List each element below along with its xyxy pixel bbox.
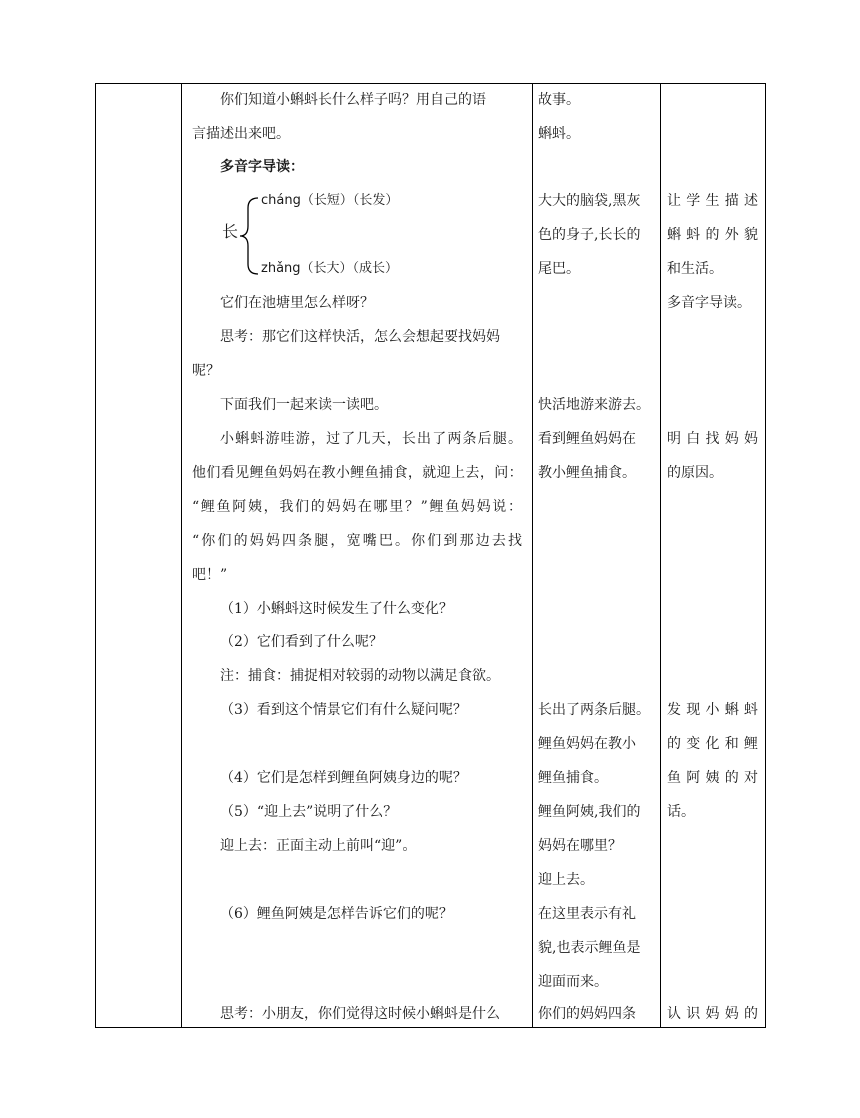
student-text: 故事。 — [538, 92, 580, 108]
table-col-line-5 — [765, 83, 766, 1028]
question-5: （5）“迎上去”说明了什么？ — [220, 804, 398, 820]
student-text: 鲤鱼阿姨,我们的 — [538, 804, 641, 820]
student-text: 迎面而来。 — [538, 974, 608, 990]
polyphone-char: 长 — [222, 222, 239, 241]
student-text: 看到鲤鱼妈妈在 — [538, 431, 636, 447]
student-text: 尾巴。 — [538, 261, 580, 277]
intent-text: 蝌蚪的外貌 — [667, 227, 758, 243]
student-text: 在这里表示有礼 — [538, 906, 636, 922]
lesson-text-line: 呢？ — [192, 363, 220, 379]
note-ying: 迎上去：正面主动上前叫“迎”。 — [220, 838, 417, 854]
intent-text: 让学生描述 — [667, 193, 758, 209]
note-bushi: 注：捕食：捕捉相对较弱的动物以满足食欲。 — [220, 668, 500, 684]
lesson-text-line: 思考：小朋友，你们觉得这时候小蝌蚪是什么 — [220, 1006, 500, 1022]
table-top-border — [95, 83, 766, 84]
passage-line: “你们的妈妈四条腿，宽嘴巴。你们到那边去找 — [192, 533, 522, 549]
student-text: 大大的脑袋,黑灰 — [538, 193, 641, 209]
lesson-text-line: 言描述出来吧。 — [192, 126, 290, 142]
student-text: 貌,也表示鲤鱼是 — [538, 940, 641, 956]
table-col-line-1 — [95, 83, 96, 1028]
question-2: （2）它们看到了什么呢？ — [220, 634, 383, 650]
lesson-text-line: 它们在池塘里怎么样呀？ — [220, 295, 374, 311]
polyphone-reading-chang: cháng（长短）（长发） — [261, 193, 399, 208]
question-4: （4）它们是怎样到鲤鱼阿姨身边的呢？ — [220, 770, 467, 786]
lesson-text-line: 思考：那它们这样快活，怎么会想起要找妈妈 — [220, 329, 500, 345]
student-text: 教小鲤鱼捕食。 — [538, 465, 636, 481]
question-1: （1）小蝌蚪这时候发生了什么变化？ — [220, 601, 453, 617]
intent-text: 和生活。 — [667, 261, 723, 277]
polyphone-reading-zhang: zhǎng（长大）（成长） — [261, 261, 399, 276]
lesson-text-line: 下面我们一起来读一读吧。 — [220, 397, 388, 413]
intent-text: 多音字导读。 — [667, 295, 751, 311]
student-text: 快活地游来游去。 — [538, 397, 650, 413]
lesson-text-line: 你们知道小蝌蚪长什么样子吗？用自己的语 — [220, 92, 486, 108]
student-text: 你们的妈妈四条 — [538, 1006, 636, 1022]
intent-text: 鱼阿姨的对 — [667, 770, 758, 786]
question-6: （6）鲤鱼阿姨是怎样告诉它们的呢？ — [220, 906, 453, 922]
intent-text: 认识妈妈的 — [667, 1006, 758, 1022]
student-text: 色的身子,长长的 — [538, 227, 641, 243]
student-text: 鲤鱼妈妈在教小 — [538, 736, 636, 752]
intent-text: 发现小蝌蚪 — [667, 702, 758, 718]
student-text: 迎上去。 — [538, 872, 594, 888]
intent-text: 的原因。 — [667, 465, 723, 481]
passage-line: 他们看见鲤鱼妈妈在教小鲤鱼捕食，就迎上去，问： — [192, 465, 522, 481]
passage-line: 小蝌蚪游哇游，过了几天，长出了两条后腿。 — [220, 431, 522, 447]
student-text: 妈妈在哪里？ — [538, 838, 622, 854]
student-text: 蝌蚪。 — [538, 126, 580, 142]
student-text: 鲤鱼捕食。 — [538, 770, 608, 786]
brace-icon — [238, 196, 260, 276]
table-col-line-2 — [181, 83, 182, 1028]
intent-text: 明白找妈妈 — [667, 431, 758, 447]
passage-line: 吧！” — [192, 567, 228, 583]
passage-line: “鲤鱼阿姨，我们的妈妈在哪里？”鲤鱼妈妈说： — [192, 499, 522, 515]
table-col-line-3 — [532, 83, 533, 1028]
student-text: 长出了两条后腿。 — [538, 702, 650, 718]
question-3: （3）看到这个情景它们有什么疑问呢？ — [220, 702, 467, 718]
table-col-line-4 — [660, 83, 661, 1028]
polyphone-heading: 多音字导读： — [220, 159, 304, 175]
intent-text: 话。 — [667, 804, 695, 820]
table-bottom-border — [95, 1027, 766, 1028]
intent-text: 的变化和鲤 — [667, 736, 758, 752]
